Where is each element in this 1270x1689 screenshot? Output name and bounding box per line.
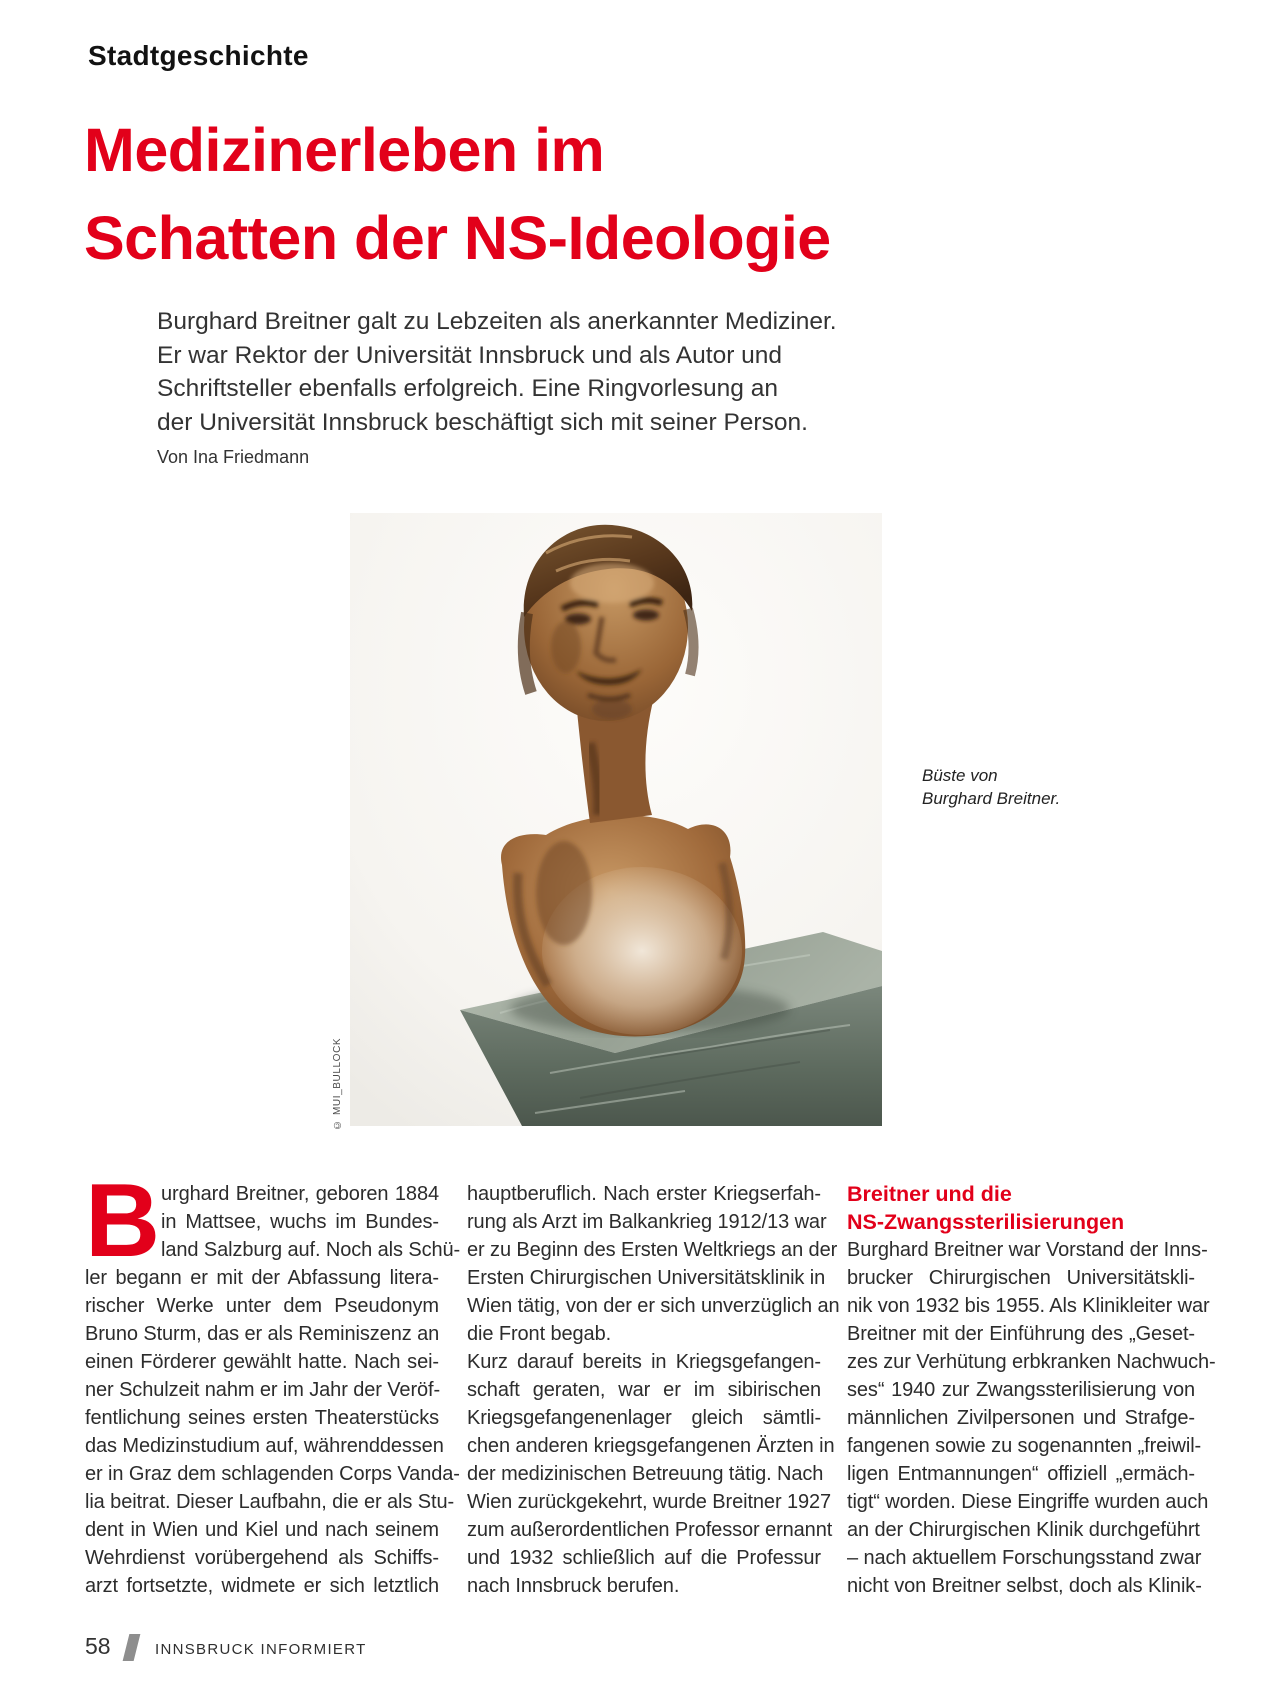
lead-line: Schriftsteller ebenfalls erfolgreich. Eine Ringvorlesung an [157, 375, 778, 402]
photo-caption-line-2: Burghard Breitner. [922, 789, 1061, 808]
lead-line: Er war Rektor der Universität Innsbruck und als Autor und [157, 341, 783, 369]
text-line: brucker Chirurgischen Universitätskli- [847, 1267, 1195, 1289]
text-line: tigt“ worden. Diese Eingriffe wurden auch [847, 1491, 1209, 1513]
text-line: arzt fortsetzte, widmete er sich letztlich [85, 1575, 439, 1597]
text-line: er in Graz dem schlagenden Corps Vanda- [85, 1463, 460, 1485]
text-line: Wehrdienst vorübergehend als Schiffs- [85, 1547, 439, 1569]
text-line: lia beitrat. Dieser Laufbahn, die er als Stu- [85, 1491, 455, 1513]
photo-credit: © MUI_BULLOCK [332, 1037, 343, 1130]
text-line: chen anderen kriegsgefangenen Ärzten in [467, 1435, 835, 1457]
column-2-lines [467, 1180, 840, 1600]
text-line: Bruno Sturm, das er als Reminiszenz an [85, 1323, 440, 1345]
footer-slash-icon [123, 1634, 141, 1661]
text-line: Ersten Chirurgischen Universitätsklinik in [467, 1267, 826, 1289]
text-line: land Salzburg auf. Noch als Schü- [161, 1239, 461, 1261]
subheading-line-2: NS-Zwangssterilisierungen [847, 1210, 1125, 1234]
column-3-lines [847, 1236, 1216, 1600]
photo-caption-line-1: Büste von [922, 766, 998, 785]
text-line: Kriegsgefangenenlager gleich sämtli- [467, 1407, 821, 1429]
body-column-1 [85, 1163, 461, 1600]
text-line: nik von 1932 bis 1955. Als Klinikleiter war [847, 1295, 1210, 1317]
text-line: ler begann er mit der Abfassung litera- [85, 1267, 439, 1289]
text-line: an der Chirurgischen Klinik durchgeführt [847, 1519, 1200, 1541]
text-line: und 1932 schließlich auf die Professur [467, 1547, 821, 1569]
page-number: 58 [85, 1633, 111, 1659]
text-line: zes zur Verhütung erbkranken Nachwuch- [847, 1351, 1216, 1373]
text-line: Burghard Breitner war Vorstand der Inns- [847, 1239, 1208, 1261]
text-line: dent in Wien und Kiel und nach seinem [85, 1519, 439, 1541]
text-line: hauptberuflich. Nach erster Kriegserfah- [467, 1183, 821, 1205]
article-title-line-1: Medizinerleben im [84, 116, 605, 184]
lead-line: der Universität Innsbruck beschäftigt sich mit seiner Person. [157, 408, 808, 436]
text-line: fangenen sowie zu sogenannten „freiwil- [847, 1435, 1202, 1457]
magazine-name: INNSBRUCK INFORMIERT [155, 1641, 367, 1658]
lead-line: Burghard Breitner galt zu Lebzeiten als anerkannter Mediziner. [157, 308, 837, 335]
text-line: ses“ 1940 zur Zwangssterilisierung von [847, 1379, 1195, 1401]
text-line: rischer Werke unter dem Pseudonym [85, 1295, 439, 1317]
text-line: einen Förderer gewählt hatte. Nach sei- [85, 1351, 439, 1373]
subheading-line-1: Breitner und die [847, 1182, 1012, 1206]
text-line: Breitner mit der Einführung des „Geset- [847, 1323, 1195, 1345]
text-line: schaft geraten, war er im sibirischen [467, 1379, 821, 1401]
text-line: die Front begab. [467, 1323, 612, 1345]
text-line: er zu Beginn des Ersten Weltkriegs an der [467, 1239, 838, 1261]
text-line: in Mattsee, wuchs im Bundes- [161, 1211, 439, 1233]
article-title-line-2: Schatten der NS-Ideologie [84, 204, 831, 272]
text-line: ner Schulzeit nahm er im Jahr der Veröf- [85, 1379, 441, 1401]
text-line: – nach aktuellem Forschungsstand zwar [847, 1547, 1202, 1569]
article-title [84, 106, 831, 282]
bust-photo-figure [350, 513, 882, 1126]
text-line: urghard Breitner, geboren 1884 [161, 1183, 439, 1205]
text-line: das Medizinstudium auf, währenddessen [85, 1435, 444, 1457]
text-line: nach Innsbruck berufen. [467, 1575, 680, 1597]
photo-caption [922, 764, 1060, 810]
text-line: ligen Entmannungen“ offiziell „ermäch- [847, 1463, 1195, 1485]
text-line: nicht von Breitner selbst, doch als Klinik- [847, 1575, 1202, 1597]
section-kicker: Stadtgeschichte [88, 40, 309, 71]
lead-paragraph [157, 305, 837, 439]
text-line: fentlichung seines ersten Theaterstücks [85, 1407, 439, 1429]
body-column-2 [467, 1180, 840, 1600]
drop-cap: B [85, 1163, 161, 1279]
text-line: Wien tätig, von der er sich unverzüglich an [467, 1295, 840, 1317]
text-line: Kurz darauf bereits in Kriegsgefangen- [467, 1351, 821, 1373]
text-line: der medizinischen Betreuung tätig. Nach [467, 1463, 824, 1485]
text-line: zum außerordentlichen Professor ernannt [467, 1519, 833, 1541]
body-column-3 [847, 1180, 1216, 1600]
text-line: rung als Arzt im Balkankrieg 1912/13 war [467, 1211, 827, 1233]
bust-photo [350, 513, 882, 1126]
text-line: männlichen Zivilpersonen und Strafge- [847, 1407, 1195, 1429]
text-line: Wien zurückgekehrt, wurde Breitner 1927 [467, 1491, 832, 1513]
byline: Von Ina Friedmann [157, 447, 310, 467]
